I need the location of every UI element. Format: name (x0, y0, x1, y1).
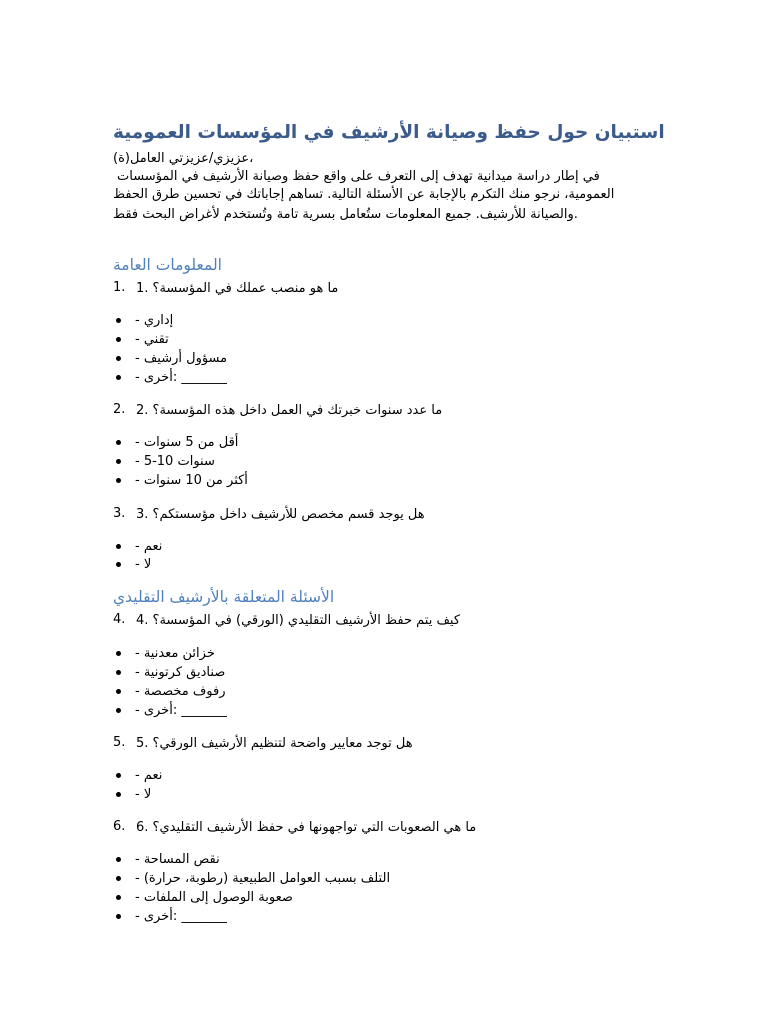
option-label: - أخرى: _______ (135, 703, 227, 718)
bullet-icon (116, 459, 121, 464)
intro-line-1: في إطار دراسة ميدانية تهدف إلى التعرف على واقع حفظ وصيانة الأرشيف في المؤسسات (117, 169, 600, 184)
section-heading-general: المعلومات العامة (113, 256, 222, 274)
option-label: - 5-10 سنوات (135, 454, 215, 469)
list-item (116, 538, 162, 556)
option-label: - لا (135, 787, 152, 802)
option-label: - نعم (135, 539, 163, 554)
option-label: - التلف بسبب العوامل الطبيعية (رطوبة، حرارة) (135, 871, 391, 886)
list-item (116, 369, 227, 387)
option-label: - أخرى: _______ (135, 370, 227, 385)
option-label: - نقص المساحة (135, 852, 220, 867)
option-label: - أخرى: _______ (135, 909, 227, 924)
option-label: - نعم (135, 768, 163, 783)
list-item (116, 312, 173, 330)
bullet-icon (116, 651, 121, 656)
list-item (116, 453, 215, 471)
section-heading-traditional-archive: الأسئلة المتعلقة بالأرشيف التقليدي (113, 588, 335, 606)
option-label: - إداري (135, 313, 174, 328)
bullet-icon (116, 318, 121, 323)
list-item (116, 331, 169, 349)
question-number: 4. (113, 612, 126, 627)
intro-line-3: والصيانة للأرشيف. جميع المعلومات ستُعامل بسرية تامة وتُستخدم لأغراض البحث فقط. (113, 207, 578, 222)
question-number: 1. (113, 280, 126, 295)
list-item (116, 870, 390, 888)
option-label: - أقل من 5 سنوات (135, 435, 239, 450)
list-item (116, 434, 238, 452)
bullet-icon (116, 876, 121, 881)
bullet-icon (116, 670, 121, 675)
intro-greeting: عزيزي/عزيزتي العامل(ة)، (113, 151, 254, 166)
list-item (116, 556, 151, 574)
bullet-icon (116, 337, 121, 342)
list-item (116, 664, 225, 682)
list-item (116, 472, 248, 490)
bullet-icon (116, 440, 121, 445)
bullet-icon (116, 356, 121, 361)
question-label: 4. كيف يتم حفظ الأرشيف التقليدي (الورقي) في المؤسسة؟ (136, 613, 461, 628)
list-item (116, 786, 151, 804)
question-number: 6. (113, 819, 126, 834)
bullet-icon (116, 895, 121, 900)
list-item (116, 908, 227, 926)
question-number: 5. (113, 735, 126, 750)
option-label: - صناديق كرتونية (135, 665, 226, 680)
question-number: 3. (113, 506, 126, 521)
question-label: 3. هل يوجد قسم مخصص للأرشيف داخل مؤسستكم؟ (136, 507, 425, 522)
list-item (116, 889, 293, 907)
question-label: 5. هل توجد معايير واضحة لتنظيم الأرشيف الورقي؟ (136, 736, 413, 751)
option-label: - تقني (135, 332, 169, 347)
bullet-icon (116, 857, 121, 862)
list-item (116, 350, 227, 368)
intro-line-2: العمومية، نرجو منك التكرم بالإجابة عن الأسئلة التالية. تساهم إجاباتك في تحسين طرق الحفظ (113, 187, 615, 202)
bullet-icon (116, 773, 121, 778)
bullet-icon (116, 562, 121, 567)
bullet-icon (116, 689, 121, 694)
bullet-icon (116, 708, 121, 713)
question-label: 2. ما عدد سنوات خبرتك في العمل داخل هذه المؤسسة؟ (136, 403, 443, 418)
option-label: - رفوف مخصصة (135, 684, 226, 699)
question-number: 2. (113, 402, 126, 417)
list-item (116, 702, 227, 720)
option-label: - صعوبة الوصول إلى الملفات (135, 890, 293, 905)
list-item (116, 683, 226, 701)
list-item (116, 645, 215, 663)
bullet-icon (116, 478, 121, 483)
question-label: 1. ما هو منصب عملك في المؤسسة؟ (136, 281, 339, 296)
option-label: - خزائن معدنية (135, 646, 215, 661)
option-label: - أكثر من 10 سنوات (135, 473, 248, 488)
bullet-icon (116, 914, 121, 919)
question-label: 6. ما هي الصعوبات التي تواجهونها في حفظ الأرشيف التقليدي؟ (136, 820, 477, 835)
document-title: استبيان حول حفظ وصيانة الأرشيف في المؤسسات العمومية (113, 122, 665, 143)
list-item (116, 767, 162, 785)
option-label: - مسؤول أرشيف (135, 351, 228, 366)
option-label: - لا (135, 557, 152, 572)
list-item (116, 851, 220, 869)
bullet-icon (116, 375, 121, 380)
bullet-icon (116, 544, 121, 549)
bullet-icon (116, 792, 121, 797)
